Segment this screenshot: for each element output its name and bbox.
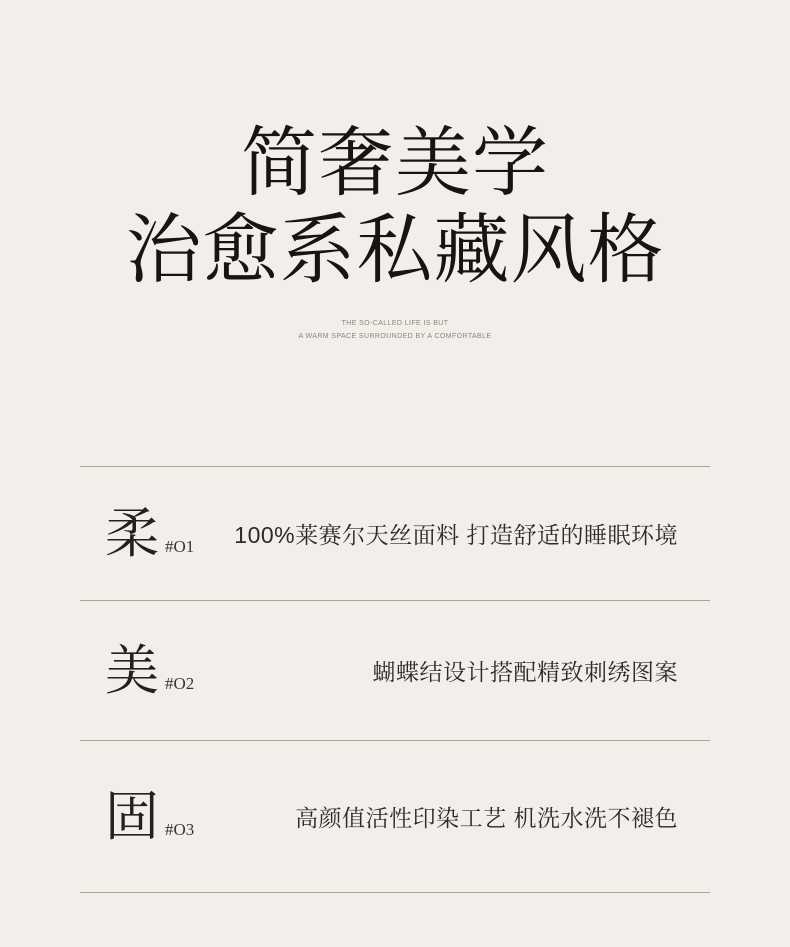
feature-keyword-group (105, 642, 194, 700)
page-title-line-1: 简奢美学 (241, 122, 549, 206)
feature-keyword: 柔 (105, 503, 159, 564)
feature-keyword-group (105, 505, 194, 563)
header (0, 0, 790, 343)
subtitle-line-1: THE SO-CALLED LIFE IS BUT (341, 320, 449, 327)
feature-row-soft (80, 466, 710, 600)
feature-keyword: 美 (105, 640, 159, 701)
feature-index-tag: #O2 (165, 673, 195, 693)
feature-index-tag: #O3 (165, 819, 195, 839)
feature-list (80, 466, 710, 893)
feature-keyword: 固 (105, 786, 159, 847)
feature-row-durable (80, 740, 710, 893)
subtitle (0, 317, 790, 343)
page-title-line-2: 治愈系私藏风格 (125, 209, 665, 293)
feature-description: 100%莱赛尔天丝面料 打造舒适的睡眠环境 (234, 522, 678, 548)
feature-index-tag: #O1 (165, 536, 195, 556)
feature-description: 蝴蝶结设计搭配精致刺绣图案 (372, 659, 678, 685)
feature-keyword-group (105, 788, 194, 846)
subtitle-line-2: A WARM SPACE SURROUNDED BY A COMFORTABLE (298, 333, 492, 340)
feature-row-beauty (80, 600, 710, 740)
feature-description: 高颜值活性印染工艺 机洗水洗不褪色 (295, 805, 678, 831)
